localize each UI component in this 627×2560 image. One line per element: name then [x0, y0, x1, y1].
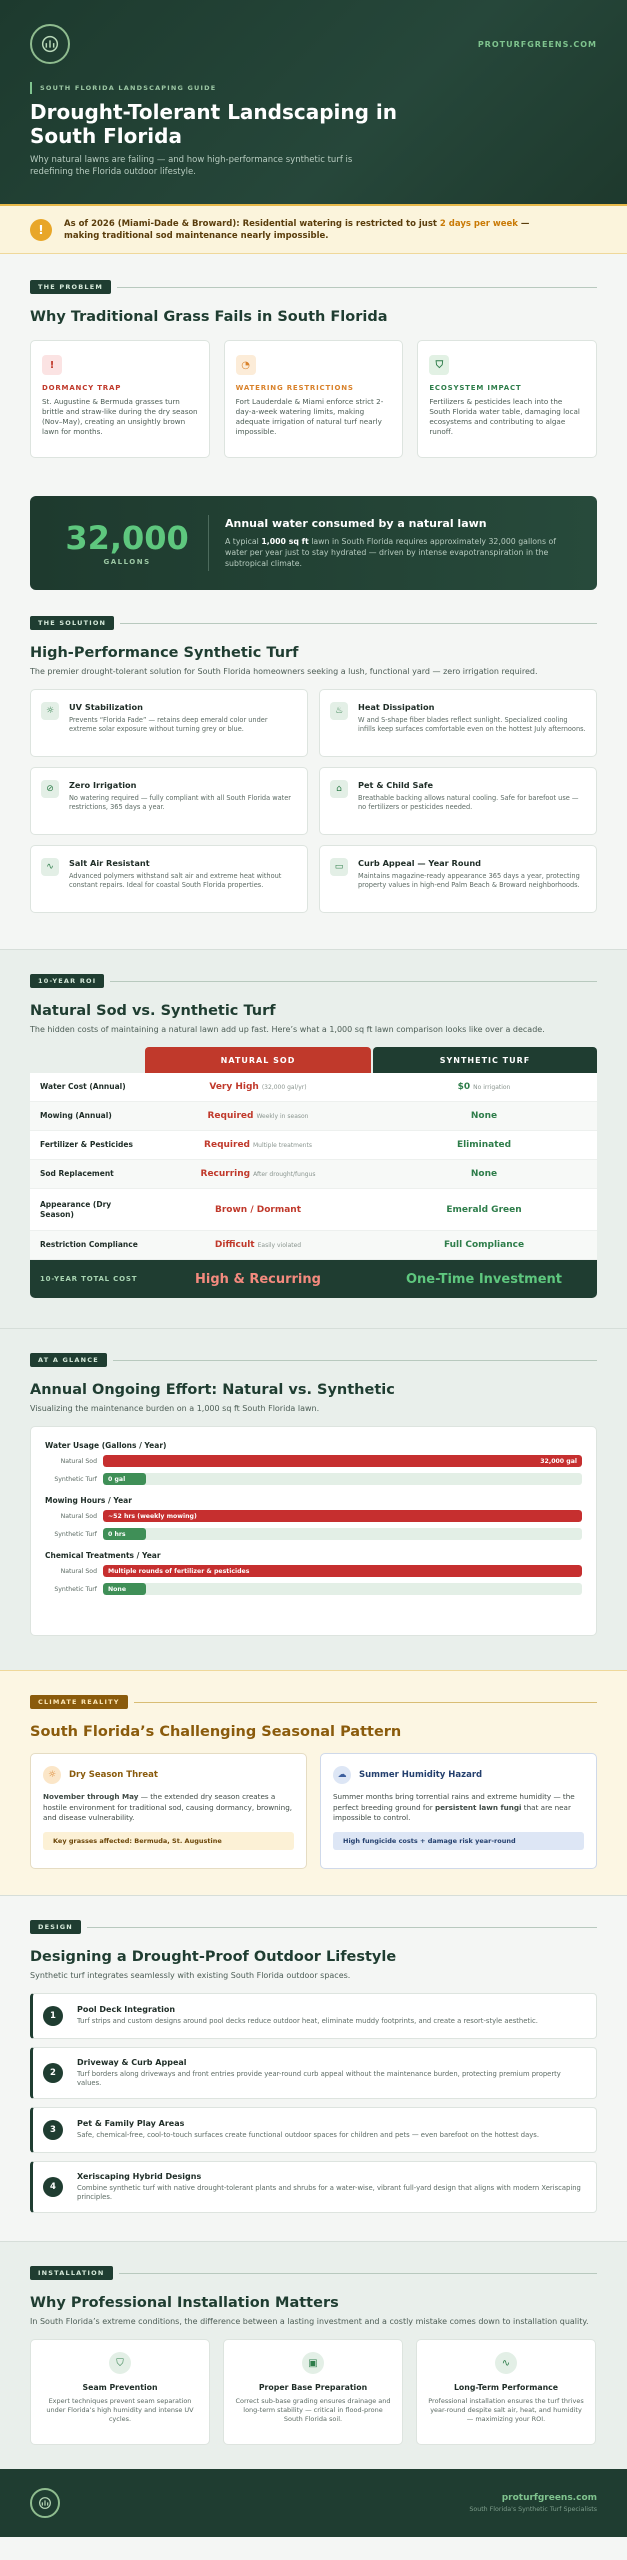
thermometer-icon: ♨ — [330, 702, 348, 720]
problem-card-watering — [224, 340, 404, 458]
solution-card-irrigation — [30, 767, 308, 835]
footer-site-link[interactable]: proturfgreens.com — [501, 2493, 597, 2503]
install-tag: INSTALLATION — [30, 2266, 113, 2280]
step-number: 4 — [43, 2177, 63, 2197]
chart-group — [45, 1551, 582, 1596]
card-text: Fertilizers & pesticides leach into the South Florida water table, damaging local ecosystems and contributing to algae runoff. — [429, 397, 580, 436]
bar-row — [45, 1582, 582, 1596]
item-title: Pet & Family Play Areas — [77, 2119, 185, 2129]
install-title: Why Professional Installation Matters — [30, 2295, 339, 2311]
climate-cards — [30, 1753, 597, 1869]
bar-label: Synthetic Turf — [54, 1530, 97, 1538]
divider — [208, 515, 209, 571]
solution-card-heat — [319, 689, 597, 757]
water-stat — [52, 520, 202, 566]
design-section — [0, 1896, 627, 2241]
sod-value: Very High (32,000 gal/yr) — [209, 1082, 307, 1092]
chart-group-title: Mowing Hours / Year — [45, 1496, 132, 1505]
install-section — [0, 2242, 627, 2469]
syn-value: $0 No irrigation — [457, 1082, 511, 1092]
syn-value: Eliminated — [456, 1140, 512, 1150]
water-number: 32,000 — [65, 519, 189, 557]
solution-card-pet-safe — [319, 767, 597, 835]
solution-tag: THE SOLUTION — [30, 616, 114, 630]
item-title: Xeriscaping Hybrid Designs — [77, 2171, 202, 2181]
bar-track — [103, 1473, 582, 1485]
table-row — [30, 1073, 597, 1102]
header-synthetic-turf: SYNTHETIC TURF — [373, 1047, 597, 1073]
step-number: 3 — [43, 2120, 63, 2140]
water-description — [225, 517, 575, 569]
grass-logo-icon — [39, 33, 61, 55]
card-title: Zero Irrigation — [69, 780, 137, 790]
item-title: Pool Deck Integration — [77, 2005, 176, 2015]
item-title: Driveway & Curb Appeal — [77, 2057, 187, 2067]
card-text: Breathable backing allows natural cooling. Safe for barefoot use — no fertilizers or pesticides needed. — [358, 794, 579, 811]
syn-value: Full Compliance — [443, 1240, 525, 1250]
page-title: Drought-Tolerant Landscaping in South Florida — [30, 100, 398, 148]
sod-value: Required Multiple treatments — [204, 1140, 312, 1150]
bar-row — [45, 1509, 582, 1523]
problem-card-dormancy — [30, 340, 210, 458]
row-label: Sod Replacement — [40, 1169, 114, 1178]
card-text: No watering required — fully compliant with all South Florida water restrictions, 365 days a year. — [69, 794, 292, 811]
card-text: W and S-shape fiber blades reflect sunlight. Specialized cooling infills keep surfaces comfortable even on the hottest July afternoons. — [358, 716, 586, 733]
effort-tag-row — [30, 1353, 597, 1367]
row-label: Mowing (Annual) — [40, 1111, 112, 1120]
climate-tag-row — [30, 1695, 597, 1709]
home-icon: ⌂ — [330, 780, 348, 798]
design-subtitle: Synthetic turf integrates seamlessly with existing South Florida outdoor spaces. — [30, 1971, 351, 1980]
climate-title: South Florida’s Challenging Seasonal Pattern — [30, 1724, 402, 1740]
water-text — [225, 536, 575, 569]
divider — [117, 287, 597, 288]
header-natural-sod: NATURAL SOD — [145, 1047, 371, 1073]
sun-icon: ☼ — [41, 702, 59, 720]
shield-icon: ⛉ — [429, 355, 449, 375]
card-text: Maintains magazine-ready appearance 365 days a year, protecting property values in high-end Palm Beach & Broward neighborhoods. — [358, 872, 580, 889]
problem-section — [0, 254, 627, 616]
sod-value: Brown / Dormant — [214, 1204, 301, 1215]
roi-title: Natural Sod vs. Synthetic Turf — [30, 1003, 276, 1019]
step-number: 1 — [43, 2006, 63, 2026]
warning-icon: ! — [30, 219, 52, 241]
bar-track — [103, 1528, 582, 1540]
divider — [134, 1702, 597, 1703]
effort-subtitle: Visualizing the maintenance burden on a 1,000 sq ft South Florida lawn. — [30, 1404, 320, 1413]
bar-natural-sod: ~52 hrs (weekly mowing) — [103, 1510, 582, 1522]
item-text: Safe, chemical-free, cool-to-touch surfaces create functional outdoor spaces for children and pets — even barefoot on the hottest days. — [77, 2131, 539, 2140]
hero-subtitle: Why natural lawns are failing — and how high-performance synthetic turf is redefining the Florida outdoor lifestyle. — [30, 155, 353, 177]
effort-title: Annual Ongoing Effort: Natural vs. Synthetic — [30, 1382, 395, 1398]
divider — [87, 1927, 597, 1928]
site-link[interactable]: PROTURFGREENS.COM — [477, 40, 597, 49]
alert-tail: — making traditional sod maintenance nearly impossible. — [64, 218, 530, 241]
card-footnote: Key grasses affected: Bermuda, St. Augustine — [43, 1832, 294, 1850]
effort-tag: AT A GLANCE — [30, 1353, 107, 1367]
alert-text — [64, 218, 564, 242]
bar-row — [45, 1564, 582, 1578]
hero-eyebrow: SOUTH FLORIDA LANDSCAPING GUIDE — [30, 82, 597, 94]
sun-icon: ☼ — [43, 1766, 61, 1784]
card-title: Summer Humidity Hazard — [359, 1770, 483, 1780]
chart-group-title: Chemical Treatments / Year — [45, 1551, 161, 1560]
solution-card-uv — [30, 689, 308, 757]
grass-logo-icon — [37, 2495, 53, 2511]
table-total-row — [30, 1260, 597, 1298]
bar-row — [45, 1454, 582, 1468]
climate-section — [0, 1670, 627, 1895]
solution-title: High-Performance Synthetic Turf — [30, 645, 299, 661]
card-text: Correct sub-base grading ensures drainage and long-term stability — critical in flood-prone South Florida soil. — [235, 2397, 391, 2423]
row-label: Fertilizer & Pesticides — [40, 1140, 133, 1149]
design-tag: DESIGN — [30, 1920, 81, 1934]
bar-label: Synthetic Turf — [54, 1585, 97, 1593]
row-label: Appearance (Dry Season) — [40, 1199, 112, 1219]
card-text: Professional installation ensures the turf thrives year-round despite salt air, heat, and humidity — maximizing your ROI. — [428, 2397, 584, 2423]
install-tag-row — [30, 2266, 597, 2280]
shield-icon: ⛉ — [109, 2352, 131, 2374]
bar-label: Natural Sod — [60, 1567, 97, 1575]
solution-card-salt-air — [30, 845, 308, 913]
roi-section — [0, 950, 627, 1328]
bar-natural-sod: Multiple rounds of fertilizer & pesticides — [103, 1565, 582, 1577]
problem-title: Why Traditional Grass Fails in South Florida — [30, 309, 388, 325]
box-icon: ▣ — [302, 2352, 324, 2374]
roi-tag-row — [30, 974, 597, 988]
bar-label: Natural Sod — [60, 1512, 97, 1520]
sod-value: Required Weekly in season — [207, 1111, 309, 1121]
footer — [0, 2469, 627, 2537]
watering-alert — [0, 204, 627, 254]
install-card-performance — [416, 2339, 596, 2445]
chart-group — [45, 1441, 582, 1486]
list-item — [30, 1993, 597, 2039]
design-title: Designing a Drought-Proof Outdoor Lifestyle — [30, 1949, 397, 1965]
bar-row — [45, 1472, 582, 1486]
bar-track — [103, 1565, 582, 1577]
bar-synthetic-turf: 0 gal — [103, 1473, 146, 1485]
bar-track — [103, 1455, 582, 1467]
solution-subtitle: The premier drought-tolerant solution for South Florida homeowners seeking a lush, functional yard — zero irrigation required. — [30, 667, 538, 676]
humidity-card — [320, 1753, 597, 1869]
list-item — [30, 2107, 597, 2153]
water-text-a: A typical — [225, 537, 262, 546]
card-title: Seam Prevention — [82, 2383, 158, 2392]
card-text: Expert techniques prevent seam separation under Florida’s high humidity and intense UV cycles. — [46, 2397, 194, 2423]
bar-track — [103, 1510, 582, 1522]
solution-card-curb-appeal — [319, 845, 597, 913]
divider — [113, 1360, 597, 1361]
hero — [0, 0, 627, 204]
table-row — [30, 1160, 597, 1189]
activity-icon: ∿ — [41, 858, 59, 876]
card-title: UV Stabilization — [69, 702, 143, 712]
comparison-table — [30, 1047, 597, 1298]
check-circle-icon: ⊘ — [41, 780, 59, 798]
card-text: Prevents “Florida Fade” — retains deep emerald color under extreme solar exposure without turning grey or blue. — [69, 716, 268, 733]
climate-tag: CLIMATE REALITY — [30, 1695, 128, 1709]
card-title: Heat Dissipation — [358, 702, 435, 712]
water-unit: GALLONS — [103, 558, 151, 566]
card-title: WATERING RESTRICTIONS — [235, 384, 354, 392]
sod-value: Difficult Easily violated — [214, 1240, 302, 1250]
card-text: Advanced polymers withstand salt air and extreme heat without constant repairs. Ideal for coastal South Florida properties. — [69, 872, 282, 889]
card-title: Curb Appeal — Year Round — [358, 858, 482, 868]
install-subtitle: In South Florida’s extreme conditions, the difference between a lasting investment and a costly mistake comes down to installation quality. — [30, 2317, 589, 2326]
card-title: Dry Season Threat — [69, 1770, 158, 1780]
syn-value: Emerald Green — [446, 1204, 522, 1215]
alert-highlight: 2 days per week — [439, 218, 518, 229]
design-list — [30, 1993, 597, 2213]
clock-icon: ◔ — [236, 355, 256, 375]
divider — [120, 623, 597, 624]
item-text: Turf strips and custom designs around pool decks reduce outdoor heat, eliminate muddy footprints, and create a resort-style aesthetic. — [77, 2017, 538, 2026]
card-text: Summer months bring torrential rains and extreme humidity — the perfect breeding ground for persistent lawn fungi that are near impossible to control. — [333, 1792, 575, 1822]
water-title: Annual water consumed by a natural lawn — [225, 517, 487, 530]
table-header — [30, 1047, 597, 1073]
card-title: ECOSYSTEM IMPACT — [429, 384, 522, 392]
logo[interactable] — [30, 24, 70, 64]
card-text: St. Augustine & Bermuda grasses turn brittle and straw-like during the dry season (Nov–May), creating an unsightly brown lawn for months. — [42, 397, 198, 436]
step-number: 2 — [43, 2063, 63, 2083]
table-row — [30, 1231, 597, 1260]
card-title: Proper Base Preparation — [258, 2383, 368, 2392]
card-title: Salt Air Resistant — [69, 858, 150, 868]
activity-icon: ∿ — [495, 2352, 517, 2374]
chart-group-title: Water Usage (Gallons / Year) — [45, 1441, 167, 1450]
card-footnote: High fungicide costs + damage risk year-round — [333, 1832, 584, 1850]
card-text: Fort Lauderdale & Miami enforce strict 2-day-a-week watering limits, making adequate irrigation of natural turf nearly impossible. — [235, 397, 384, 436]
roi-tag: 10-YEAR ROI — [30, 974, 104, 988]
alert-lead: As of 2026 (Miami-Dade & Broward): Residential watering is restricted to just — [64, 218, 440, 229]
install-card-base — [223, 2339, 403, 2445]
water-stat-box — [30, 496, 597, 590]
bar-row — [45, 1527, 582, 1541]
syn-value: None — [470, 1169, 498, 1179]
row-label: Water Cost (Annual) — [40, 1082, 126, 1091]
item-text: Turf borders along driveways and front entries provide year-round curb appeal without the maintenance burden, protecting premium property values. — [77, 2069, 561, 2087]
solution-tag-row — [30, 616, 597, 630]
bar-synthetic-turf: None — [103, 1583, 146, 1595]
total-sod: High & Recurring — [195, 1271, 321, 1287]
bar-label: Synthetic Turf — [54, 1475, 97, 1483]
problem-card-ecosystem — [417, 340, 597, 458]
problem-tag-row — [30, 280, 597, 294]
solution-cards — [30, 689, 597, 913]
water-text-c: lawn in South Florida requires approximately 32,000 gallons of water per year just to stay hydrated — driven by intense evapotranspiration in the subtropical climate. — [225, 537, 557, 568]
roi-subtitle: The hidden costs of maintaining a natural lawn add up fast. Here’s what a 1,000 sq ft lawn comparison looks like over a decade. — [30, 1025, 545, 1034]
footer-tagline: South Florida's Synthetic Turf Specialists — [469, 2506, 597, 2513]
sod-value: Recurring After drought/fungus — [200, 1169, 316, 1179]
row-label: Restriction Compliance — [40, 1240, 138, 1249]
syn-value: None — [470, 1111, 498, 1121]
item-text: Combine synthetic turf with native drought-tolerant plants and shrubs for a water-wise, vibrant full-yard design that aligns with modern Xeriscaping principles. — [77, 2183, 581, 2201]
problem-tag: THE PROBLEM — [30, 280, 111, 294]
bar-natural-sod: 32,000 gal — [103, 1455, 582, 1467]
chart-group — [45, 1496, 582, 1541]
bar-synthetic-turf: 0 hrs — [103, 1528, 146, 1540]
total-syn: One-Time Investment — [406, 1271, 562, 1287]
table-row — [30, 1131, 597, 1160]
cloud-icon: ☁ — [333, 1766, 351, 1784]
divider — [110, 981, 597, 982]
design-tag-row — [30, 1920, 597, 1934]
list-item — [30, 2047, 597, 2099]
problem-cards — [30, 340, 597, 458]
list-item — [30, 2161, 597, 2213]
card-title: DORMANCY TRAP — [42, 384, 122, 392]
card-title: Long-Term Performance — [453, 2383, 559, 2392]
monitor-icon: ▭ — [330, 858, 348, 876]
water-text-b: 1,000 sq ft — [261, 537, 309, 546]
footer-logo[interactable] — [30, 2488, 60, 2518]
effort-section — [0, 1329, 627, 1670]
dry-season-card — [30, 1753, 307, 1869]
effort-chart — [30, 1426, 597, 1636]
table-row — [30, 1102, 597, 1131]
card-text: November through May — the extended dry season creates a hostile environment for traditional sod, causing dormancy, browning, and disease vulnerability. — [43, 1792, 293, 1822]
install-cards — [30, 2339, 597, 2445]
bar-label: Natural Sod — [60, 1457, 97, 1465]
total-label: 10-YEAR TOTAL COST — [40, 1275, 138, 1283]
table-row — [30, 1189, 597, 1231]
divider — [119, 2273, 597, 2274]
card-title: Pet & Child Safe — [358, 780, 434, 790]
solution-section — [0, 616, 627, 949]
bar-track — [103, 1583, 582, 1595]
install-card-seam — [30, 2339, 210, 2445]
alert-circle-icon: ! — [42, 355, 62, 375]
